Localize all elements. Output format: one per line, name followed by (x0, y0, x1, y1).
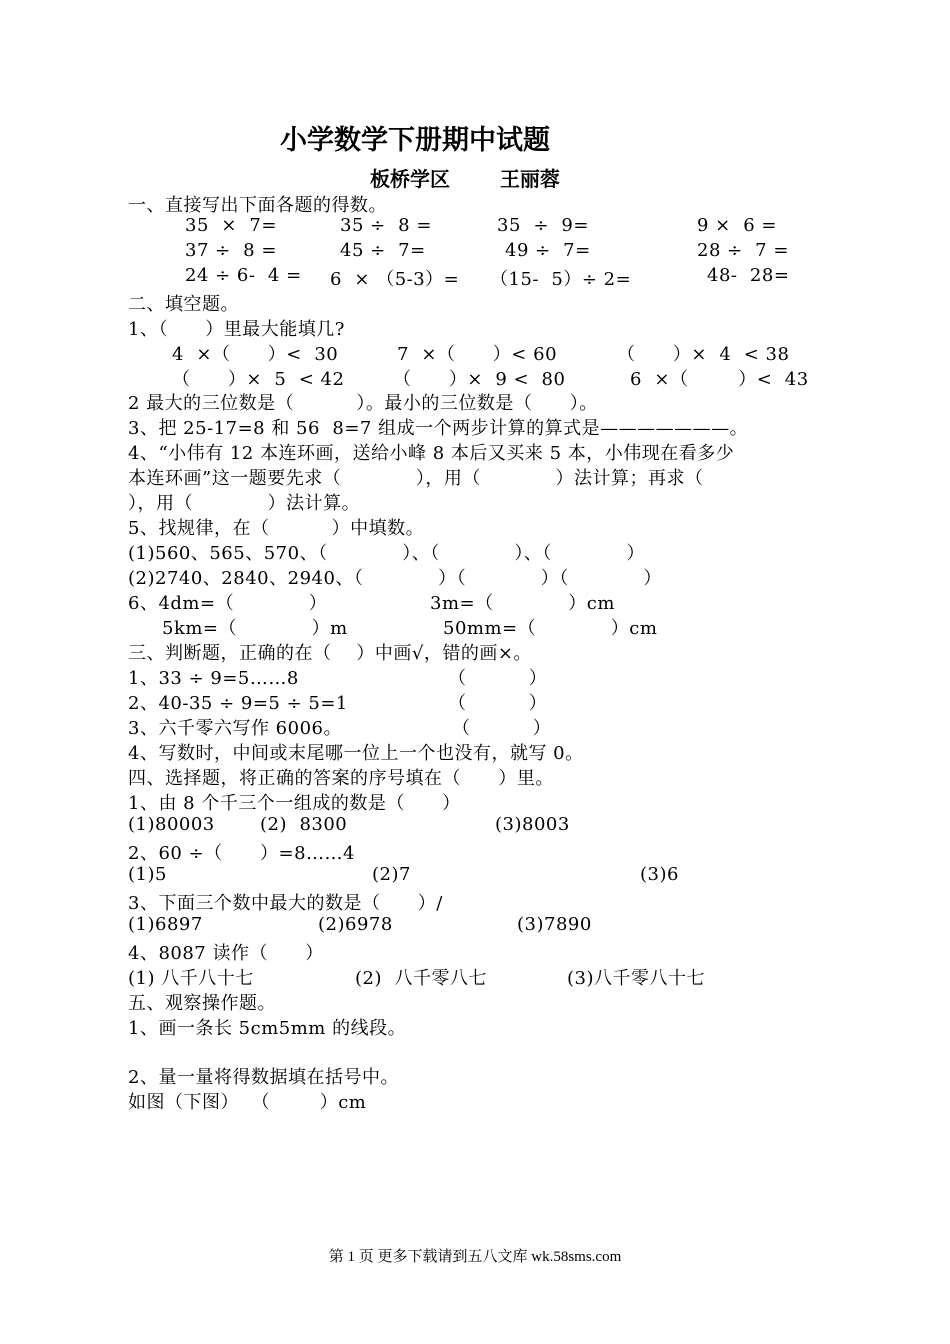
judge-item: 2、40-35 ÷ 9=5 ÷ 5=1 (128, 693, 348, 714)
calc-item: 48- 28= (707, 265, 790, 286)
question-text: 4、8087 读作（ ） (128, 943, 324, 964)
author-name: 王丽蓉 (499, 167, 560, 191)
question-text: 2 最大的三位数是（ ）。最小的三位数是（ ）。 (128, 393, 598, 414)
question-text: 2、60 ÷（ ）=8……4 (128, 843, 355, 864)
question-text: 4、“小伟有 12 本连环画，送给小峰 8 本后又买来 5 本，小伟现在看多少 (128, 443, 735, 464)
fill-item: （ ）× 9 < 80 (393, 369, 566, 390)
unit-item: 6、4dm=（ ） (128, 593, 328, 614)
section-5-heading: 五、观察操作题。 (128, 993, 276, 1014)
calc-item: 35 ÷ 8 = (340, 215, 432, 236)
calc-item: （15- 5）÷ 2= (490, 269, 632, 290)
question-text: 本连环画”这一题要先求（ ），用（ ）法计算；再求（ (128, 468, 704, 489)
calc-item: 37 ÷ 8 = (185, 240, 277, 261)
calc-item: 35 × 7= (185, 215, 277, 236)
judge-item: 3、六千零六写作 6006。 (128, 718, 342, 739)
question-text: (2)2740、2840、2940、（ ）（ ）（ ） (128, 568, 662, 589)
calc-item: 6 × （5-3）= (330, 269, 460, 290)
judge-item: 1、33 ÷ 9=5……8 (128, 668, 299, 689)
unit-item: 3m=（ ）cm (430, 593, 615, 614)
judge-blank: （ ） (448, 693, 548, 714)
section-1-heading: 一、直接写出下面各题的得数。 (128, 195, 387, 216)
calc-item: 9 × 6 = (697, 215, 777, 236)
option: (3)八千零八十七 (567, 968, 705, 989)
question-text: 2、量一量将得数据填在括号中。 (128, 1067, 399, 1088)
option: (2)7 (372, 864, 411, 885)
option: (1)5 (128, 864, 167, 885)
question-text: 5、找规律，在（ ）中填数。 (128, 518, 425, 539)
section-3-heading: 三、判断题，正确的在（ ）中画√，错的画×。 (128, 643, 532, 664)
unit-item: 5km=（ ）m (162, 618, 348, 639)
question-text: 3、把 25-17=8 和 56 8=7 组成一个两步计算的算式是———————。 (128, 418, 749, 439)
option: (1)80003 (128, 814, 215, 835)
option: (3)8003 (495, 814, 570, 835)
fill-item: （ ）× 4 < 38 (617, 344, 790, 365)
section-2-heading: 二、填空题。 (128, 294, 239, 315)
option: (1)6897 (128, 914, 203, 935)
option: (3)7890 (517, 914, 592, 935)
fill-item: 7 ×（ ）< 60 (397, 344, 558, 365)
question-text: 1、（ ）里最大能填几? (128, 319, 345, 340)
fill-item: （ ）× 5 < 42 (172, 369, 345, 390)
page-title: 小学数学下册期中试题 (280, 125, 550, 156)
question-text: 3、下面三个数中最大的数是（ ）/ (128, 893, 443, 914)
fill-item: 4 ×（ ）< 30 (172, 344, 339, 365)
calc-item: 24 ÷ 6- 4 = (185, 265, 302, 286)
judge-blank: （ ） (452, 718, 552, 739)
question-text: 1、由 8 个千三个一组成的数是（ ） (128, 793, 461, 814)
calc-item: 49 ÷ 7= (505, 240, 591, 261)
option: (2) 8300 (260, 814, 348, 835)
option: (2)6978 (318, 914, 393, 935)
unit-item: 50mm=（ ）cm (443, 618, 658, 639)
option: (1) 八千八十七 (128, 968, 254, 989)
judge-item: 4、写数时，中间或末尾哪一位上一个也没有，就写 0。 (128, 743, 584, 764)
question-text: (1)560、565、570、（ ）、（ ）、（ ） (128, 543, 646, 564)
option: (2) 八千零八七 (355, 968, 487, 989)
calc-item: 45 ÷ 7= (340, 240, 426, 261)
question-text: 1、画一条长 5cm5mm 的线段。 (128, 1018, 407, 1039)
question-text: ），用（ ）法计算。 (128, 493, 361, 514)
subtitle (370, 163, 560, 192)
calc-item: 35 ÷ 9= (497, 215, 589, 236)
page-footer: 第 1 页 更多下载请到五八文库 wk.58sms.com (328, 1249, 622, 1265)
fill-item: 6 ×（ ）< 43 (630, 369, 809, 390)
question-text: 如图（下图） （ ）cm (128, 1092, 367, 1113)
school-name: 板桥学区 (370, 167, 450, 191)
section-4-heading: 四、选择题，将正确的答案的序号填在（ ）里。 (128, 768, 554, 789)
calc-item: 28 ÷ 7 = (697, 240, 789, 261)
judge-blank: （ ） (448, 668, 548, 689)
option: (3)6 (640, 864, 679, 885)
